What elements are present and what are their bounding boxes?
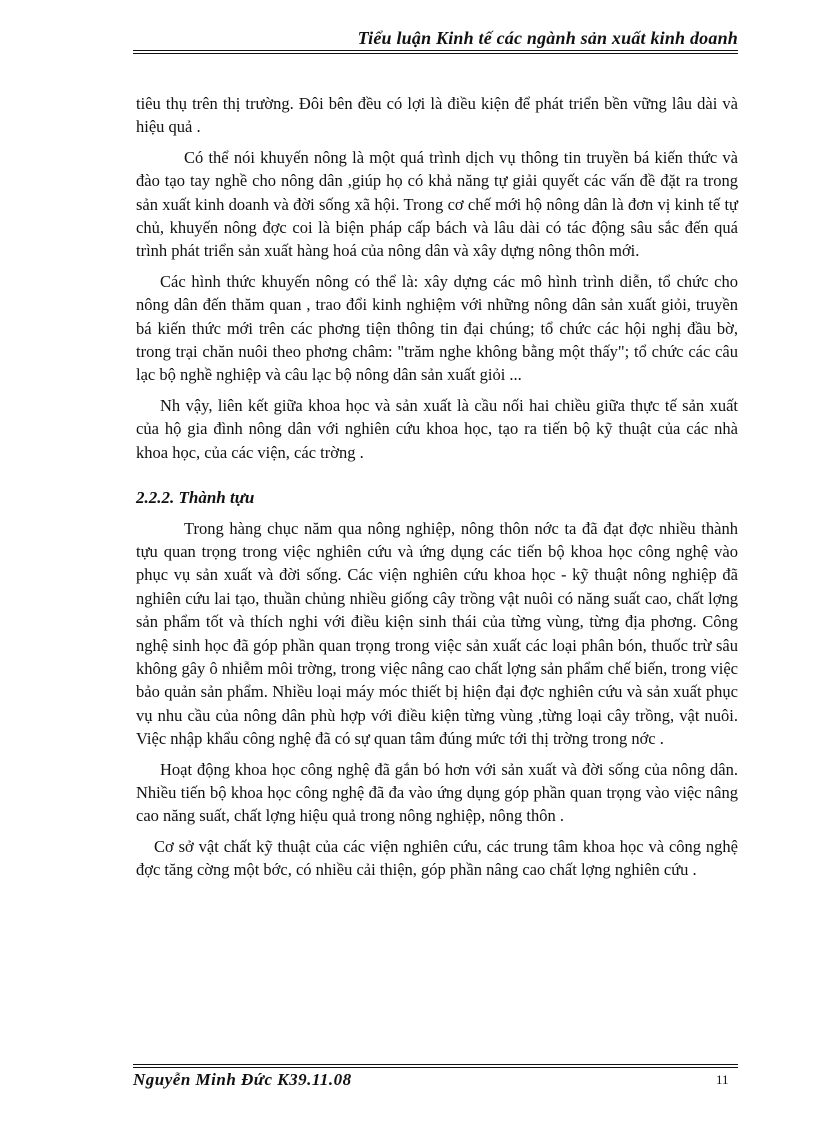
body-paragraph: Nh vậy, liên kết giữa khoa học và sản xuất là cầu nối hai chiều giữa thực tế sản xuất của hộ gia đình nông dân với nghiên cứu khoa học, tạo ra tiến bộ kỹ thuật của các nhà khoa học, của các viện, các trờng . xyxy=(136,395,738,462)
body-paragraph: Có thể nói khuyến nông là một quá trình dịch vụ thông tin truyền bá kiến thức và đào tạo tay nghề cho nông dân ,giúp họ có khả năng tự giải quyết các vấn đề đặt ra trong sản xuất kinh doanh và đời sống xã hội. Trong cơ chế mới hộ nông dân là đơn vị kinh tế tự chủ, khuyến nông đợc coi là biện pháp cấp bách và lâu dài có tác động sâu sắc đến quá trình phát triển sản xuất hàng hoá của nông dân và xây dựng nông thôn mới. xyxy=(136,147,738,261)
body-paragraph: Hoạt động khoa học công nghệ đã gắn bó hơn với sản xuất và đời sống của nông dân. Nhiều tiến bộ khoa học công nghệ đã đa vào ứng dụng góp phần quan trọng vào việc nâng cao năng suất, chất lợng hiệu quả trong nông nghiệp, nông thôn . xyxy=(136,759,738,826)
document-body xyxy=(136,92,738,889)
running-header: Tiểu luận Kinh tế các ngành sản xuất kinh doanh xyxy=(357,28,738,48)
body-paragraph: Các hình thức khuyến nông có thể là: xây dựng các mô hình trình diễn, tổ chức cho nông dân đến thăm quan , trao đổi kinh nghiệm với những nông dân sản xuất giỏi, truyền bá kiến thức mới trên các phơng tiện thông tin đại chúng; tổ chức các hội nghị đầu bờ, trong trại chăn nuôi theo phơng châm: "trăm nghe không bằng một thấy"; tổ chức các câu lạc bộ nghề nghiệp và câu lạc bộ nông dân sản xuất giỏi ... xyxy=(136,271,738,385)
footer-author: Nguyễn Minh Đức K39.11.08 xyxy=(133,1070,352,1089)
footer-rule xyxy=(133,1064,738,1065)
footer-rule-secondary xyxy=(133,1067,738,1068)
section-heading: 2.2.2. Thành tựu xyxy=(136,488,255,508)
body-paragraph: Cơ sở vật chất kỹ thuật của các viện nghiên cứu, các trung tâm khoa học và công nghệ đợc tăng cờng một bớc, có nhiều cải thiện, góp phần nâng cao chất lợng nghiên cứu . xyxy=(136,836,738,880)
header-rule-secondary xyxy=(133,53,738,54)
body-paragraph: tiêu thụ trên thị trường. Đôi bên đều có lợi là điều kiện để phát triển bền vững lâu dài và hiệu quả . xyxy=(136,94,738,137)
header-rule xyxy=(133,50,738,51)
page-number: 11 xyxy=(716,1072,729,1087)
body-paragraph: Trong hàng chục năm qua nông nghiệp, nông thôn nớc ta đã đạt đợc nhiều thành tựu quan trọng trong việc nghiên cứu và ứng dụng các tiến bộ khoa học công nghệ vào phục vụ sản xuất và đời sống. Các viện nghiên cứu khoa học - kỹ thuật nông nghiệp đã nghiên cứu lai tạo, thuần chủng nhiều giống cây trồng vật nuôi có năng suất cao, chất lợng sản phẩm tốt và thích nghi với điều kiện sinh thái của từng vùng, từng địa phơng. Công nghệ sinh học đã góp phần quan trọng trong việc sản xuất các loại phân bón, thuốc trừ sâu không gây ô nhiễm môi trờng, trong việc nâng cao chất lợng sản phẩm chế biến, trong việc bảo quản sản phẩm. Nhiều loại máy móc thiết bị hiện đại đợc nghiên cứu và sản xuất phục vụ nhu cầu của nông dân phù hợp với điều kiện từng vùng ,từng loại cây trồng, vật nuôi. Việc nhập khẩu công nghệ đã có sự quan tâm đúng mức tới thị trờng trong nớc . xyxy=(136,518,738,749)
